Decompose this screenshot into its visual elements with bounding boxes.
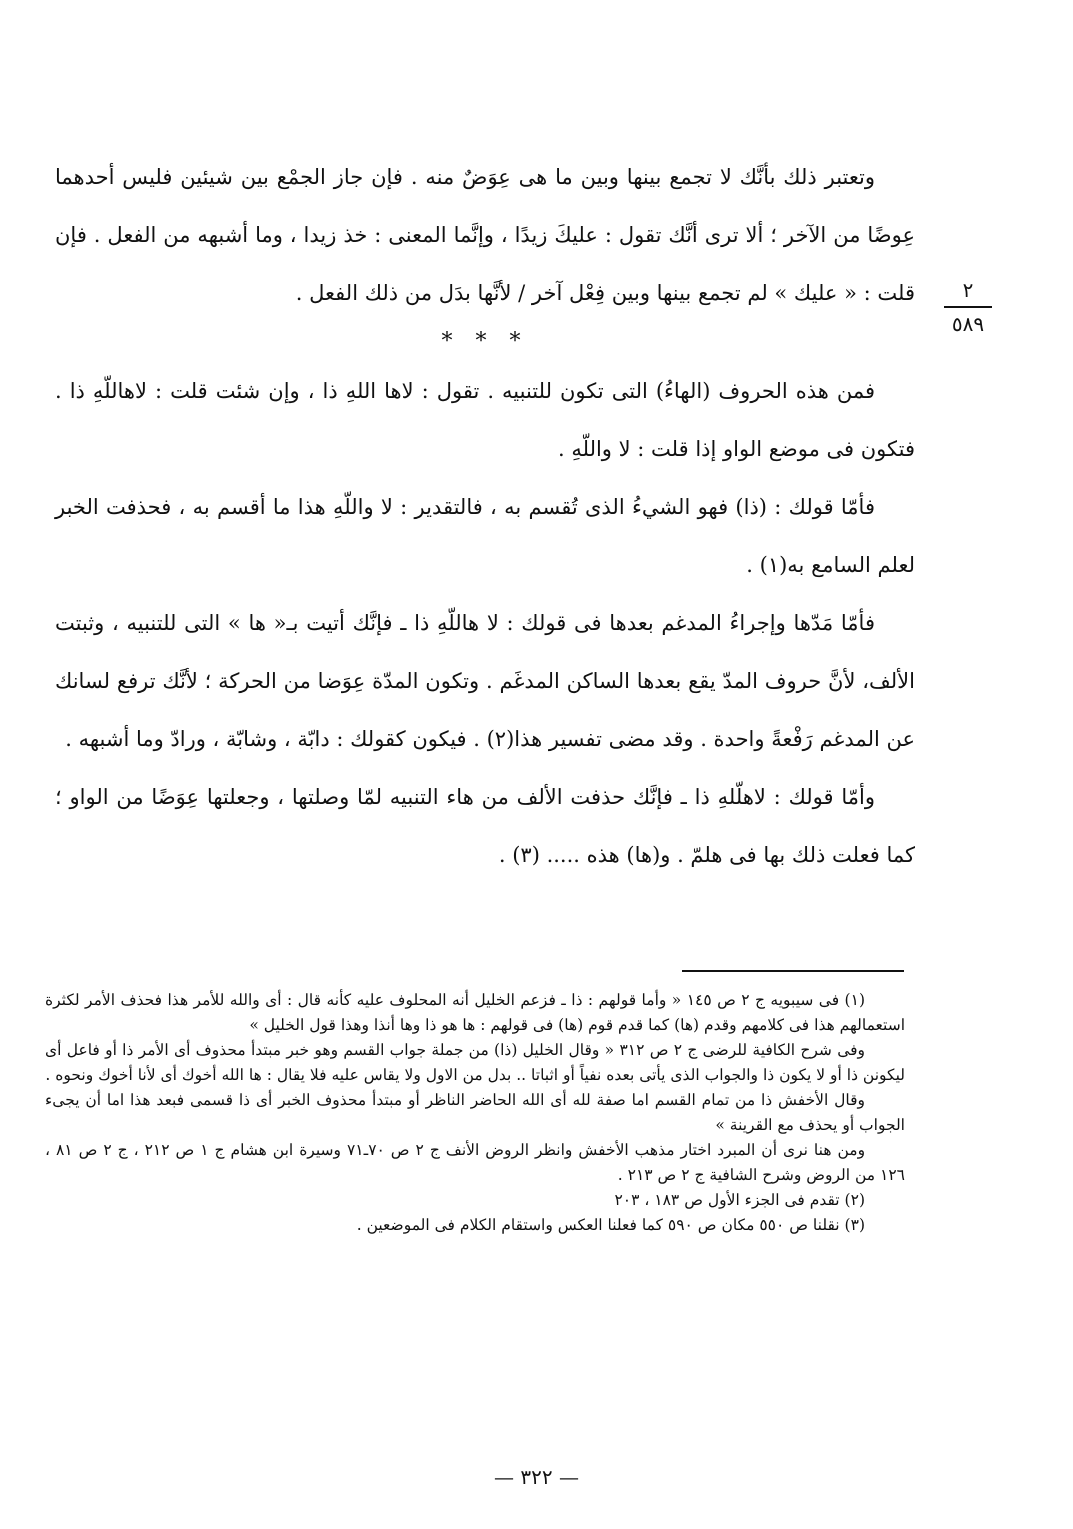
paragraph-3: فأمّا قولك : (ذا) فهو الشيءُ الذى تُقسم به ، فالتقدير : لا واللّهِ هذا ما أقسم به ، فحذفت الخبر لعلم السامع به(١) .: [55, 495, 915, 577]
margin-reference-page: ٥٨٩: [951, 312, 985, 336]
footnotes: [45, 988, 905, 1238]
footnote-1-continued: وقال الأخفش ذا من تمام القسم اما صفة لله أى الله الحاضر الناظر أو مبتدأ محذوف الخبر أى ذا قسمى فبعد هذا اما أن يجىء الجواب أو يحذف مع القرينة »: [45, 1091, 905, 1134]
margin-reference: [938, 276, 998, 338]
main-text: [55, 148, 915, 884]
margin-reference-part: ٢: [962, 278, 974, 302]
footnote-1-continued: ومن هنا نرى أن المبرد اختار مذهب الأخفش وانظر الروض الأنف ج ٢ ص ٧٠ـ٧١ وسيرة ابن هشام ج ١ ص ٢١٢ ، ج ٢ ص ٨١ ، ١٢٦ من الروض وشرح الشافية ج ٢ ص ٢١٣ .: [45, 1141, 905, 1184]
section-separator: * * *: [441, 329, 529, 354]
paragraph-2: فمن هذه الحروف (الهاءُ) التى تكون للتنبيه . تقول : لاها اللهِ ذا ، وإن شئت قلت : لاهاللّهِ ذا . فتكون فى موضع الواو إذا قلت : لا واللّهِ .: [55, 379, 915, 461]
margin-reference-rule: [944, 306, 992, 308]
page-number: — ٣٢٢ —: [494, 1465, 579, 1489]
footnote-1-continued: وفى شرح الكافية للرضى ج ٢ ص ٣١٢ « وقال الخليل (ذا) من جملة جواب القسم وهو خبر مبتدأ محذوف أى الأمر ذا أو فاعل أى ليكونن ذا أو لا يكون ذا والجواب الذى يأتى بعده نفياً أو اثباتا .. بدل من الاول ولا يقاس عليه فلا يقال : ها الله أخوك أى لأنا أخوك ونحوه .: [45, 1041, 905, 1084]
paragraph-4: فأمّا مَدّها وإجراءُ المدغم بعدها فى قولك : لا هاللّهِ ذا ـ فإنَّك أتيت بـ« ها » التى للتنبيه ، وثبتت الألف، لأنَّ حروف المدّ يقع بعدها الساكن المدغَم . وتكون المدّة عِوَضا من الحركة ؛ لأنَّك ترفع لسانك عن المدغم رَفْعةً واحدة . وقد مضى تفسير هذا(٢) . فيكون كقولك : دابّة ، وشابّة ، ورادّ وما أشبهه .: [55, 611, 915, 751]
paragraph-1: وتعتبر ذلك بأنَّك لا تجمع بينها وبين ما هى عِوَضٌ منه . فإن جاز الجمْع بين شيئين فليس أحدهما عِوضًا من الآخر ؛ ألا ترى أنَّك تقول : عليكَ زيدًا ، وإنَّما المعنى : خذ زيدا ، وما أشبهه من الفعل . فإن قلت : « عليك » لم تجمع بينها وبين فِعْل آخر / لأنَّها بدَل من ذلك الفعل .: [55, 165, 915, 305]
paragraph-5: وأمّا قولك : لاهلّلهِ ذا ـ فإنَّك حذفت الألف من هاء التنبيه لمّا وصلتها ، وجعلتها عِوَضًا من الواو ؛ كما فعلت ذلك بها فى هلمّ . و(ها) هذه ..... (٣) .: [55, 785, 915, 867]
footnote-3: (٣) نقلنا ص ٥٥٠ مكان ص ٥٩٠ كما فعلنا العكس واستقام الكلام فى الموضعين .: [356, 1216, 865, 1234]
footnote-2: (٢) تقدم فى الجزء الأول ص ١٨٣ ، ٢٠٣: [614, 1191, 865, 1209]
footnote-separator: [682, 970, 904, 972]
footnote-1: (١) فى سيبويه ج ٢ ص ١٤٥ « وأما قولهم : ذا ـ فزعم الخليل أنه المحلوف عليه كأنه قال : أى والله للأمر هذا فحذف الأمر لكثرة استعمالهم هذا فى كلامهم وقدم (ها) كما قدم قوم (ها) فى قولهم : ها هو ذا وها أنذا وهذا قول الخليل »: [45, 991, 905, 1034]
